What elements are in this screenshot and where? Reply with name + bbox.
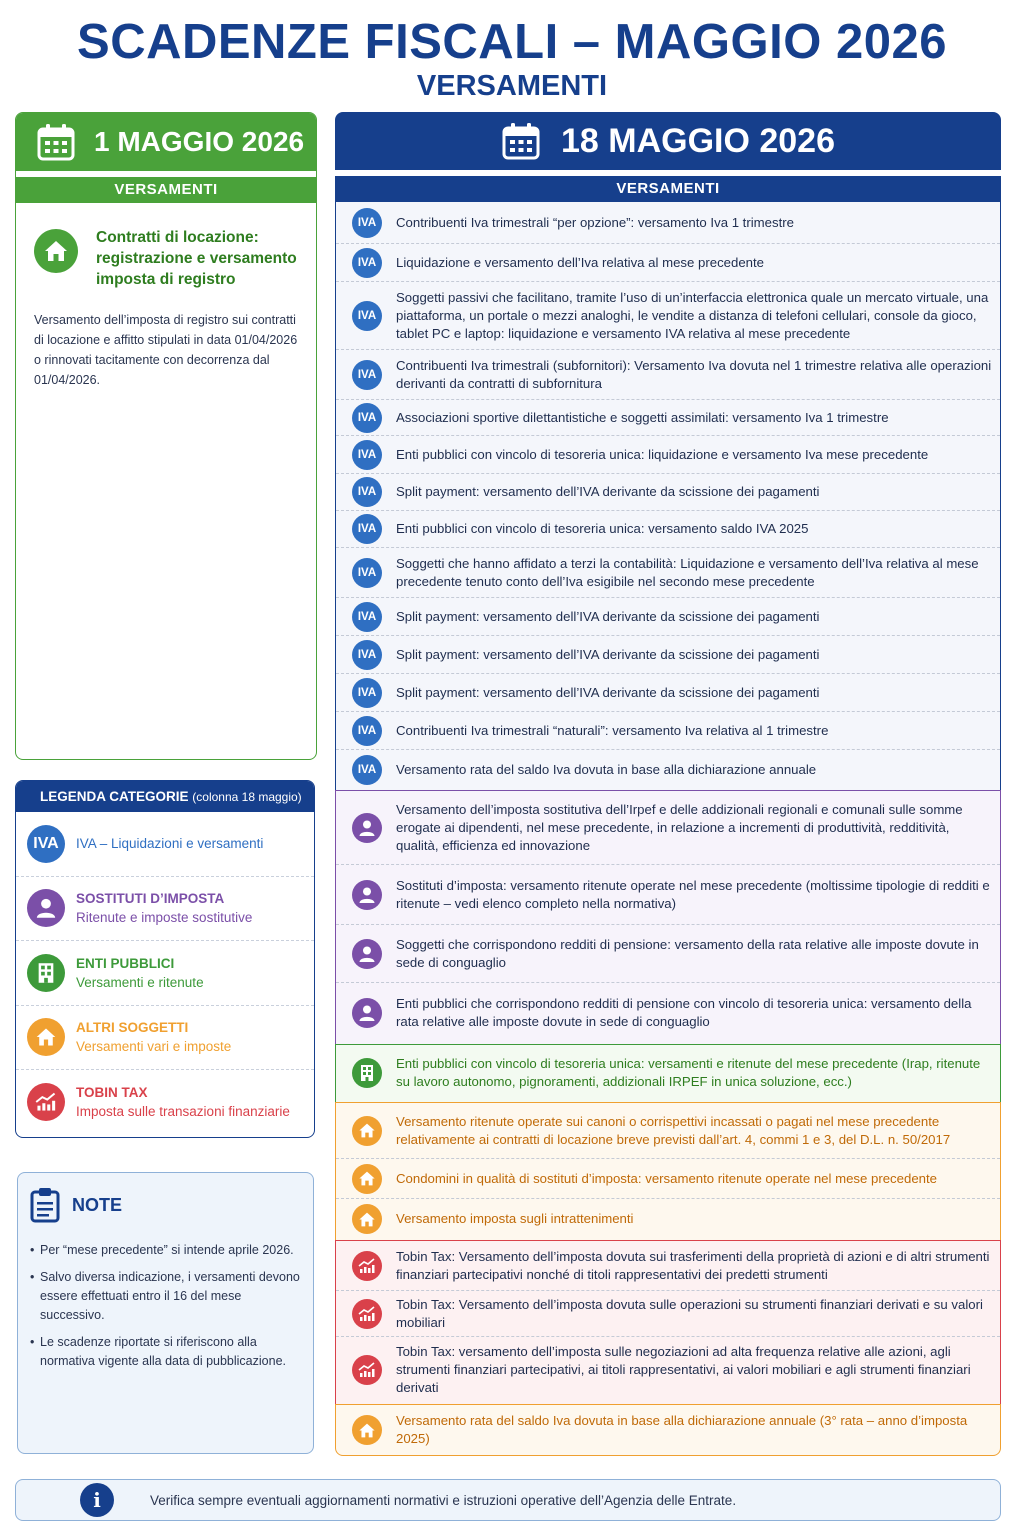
deadline-row (336, 1337, 1000, 1403)
notes-list (30, 1241, 301, 1371)
deadline-row (336, 1159, 1000, 1199)
deadline-text: Soggetti passivi che facilitano, tramite l’uso di un’interfaccia elettronica quale un mercato virtuale, una piattaforma, un portale o mezzi analoghi, le vendite a distanza di telefoni cellulari, console da gioco, tablet PC e laptop: liquidazione e versamento IVA relativa al mese precedente (396, 289, 989, 341)
house-icon (352, 1415, 382, 1445)
deadline-text: Contribuenti Iva trimestrali (subfornitori): Versamento Iva dovuta nel 1 trimestre relativa alle operazioni derivanti da contratti di subfornitura (396, 357, 992, 391)
deadline-text: Versamento imposta sugli intrattenimenti (396, 1211, 634, 1226)
iva-badge-icon: IVA (352, 514, 382, 544)
deadline-row (336, 925, 1000, 983)
deadline-text: Split payment: versamento dell’IVA derivante da scissione dei pagamenti (396, 684, 820, 700)
person-icon (27, 889, 65, 927)
legend-row (16, 812, 314, 877)
deadline-text: Versamento ritenute operate sui canoni o corrispettivi incassati o pagati nel mese precedente relativamente ai contratti di locazione breve previsti dall’art. 4, commi 1 e 3, del D.L. n. 50/2017 (396, 1113, 951, 1147)
deadline-text: Enti pubblici che corrispondono redditi di pensione con vincolo di tesoreria unica: versamento della rata relative alle imposte dovute in sede di conguaglio (396, 996, 972, 1029)
deadline-row (336, 865, 1000, 925)
house-icon (352, 1164, 382, 1194)
deadline-text: Versamento rata del saldo Iva dovuta in base alla dichiarazione annuale (396, 762, 817, 777)
may1-item (16, 203, 316, 390)
person-icon (352, 813, 382, 843)
deadline-text: Contribuenti Iva trimestrali “naturali”: versamento Iva relativa al 1 trimestre (396, 722, 829, 738)
section-altri (335, 1102, 1001, 1240)
deadline-text: Split payment: versamento dell’IVA derivante da scissione dei pagamenti (396, 646, 820, 662)
iva-badge-icon: IVA (27, 825, 65, 863)
deadline-text: Split payment: versamento dell’IVA derivante da scissione dei pagamenti (396, 484, 820, 499)
page-title: SCADENZE FISCALI – MAGGIO 2026 (77, 15, 947, 69)
house-icon (34, 229, 78, 273)
iva-badge-icon: IVA (352, 208, 382, 238)
deadline-row (336, 636, 1000, 674)
iva-badge-icon: IVA (352, 558, 382, 588)
legend-row (16, 877, 314, 942)
legend-row (16, 1070, 314, 1135)
iva-badge-icon: IVA (352, 755, 382, 785)
building-icon (27, 954, 65, 992)
deadline-text: Versamento rata del saldo Iva dovuta in base alla dichiarazione annuale (3° rata – anno d’imposta 2025) (396, 1413, 968, 1446)
info-icon: i (80, 1483, 114, 1517)
calendar-icon (36, 122, 76, 162)
deadline-text: Soggetti che hanno affidato a terzi la contabilità: Liquidazione e versamento dell’Iva relativa al mese precedente tenuto conto dell’Iva esigibile nel secondo mese precedente (396, 555, 979, 589)
iva-badge-icon: IVA (352, 248, 382, 278)
may18-date: 18 MAGGIO 2026 (560, 121, 835, 160)
iva-badge-icon: IVA (352, 403, 382, 433)
section-enti (335, 1044, 1001, 1102)
may1-header (16, 113, 316, 171)
deadline-text: Associazioni sportive dilettantistiche e soggetti assimilati: versamento Iva 1 trimestre (396, 409, 889, 425)
iva-badge-icon: IVA (352, 360, 382, 390)
house-icon (352, 1116, 382, 1146)
legend-sublabel: Ritenute e imposte sostitutive (76, 910, 253, 926)
legend-label: ENTI PUBBLICI (76, 955, 175, 971)
house-icon (352, 1204, 382, 1234)
calendar-icon (501, 121, 541, 161)
deadline-text: Sostituti d’imposta: versamento ritenute operate nel mese precedente (moltissime tipologie di redditi e ritenute – vedi elenco completo nella normativa) (396, 877, 990, 911)
iva-badge-icon: IVA (352, 301, 382, 331)
legend-row (16, 941, 314, 1006)
deadline-text: Liquidazione e versamento dell’Iva relativa al mese precedente (396, 254, 765, 270)
legend-label: TOBIN TAX (76, 1085, 148, 1101)
deadline-text: Condomini in qualità di sostituti d’imposta: versamento ritenute operate nel mese precedente (396, 1170, 937, 1186)
section-tobin (335, 1240, 1001, 1404)
deadline-row (336, 282, 1000, 350)
may1-date: 1 MAGGIO 2026 (94, 126, 305, 157)
deadline-row (336, 400, 1000, 436)
may18-header (335, 112, 1001, 170)
deadline-row (336, 712, 1000, 750)
deadline-text: Soggetti che corrispondono redditi di pensione: versamento della rata relative alle imposte dovute in sede di conguaglio (396, 936, 979, 970)
iva-badge-icon: IVA (352, 477, 382, 507)
clipboard-icon (30, 1187, 60, 1223)
section-sostituti (335, 790, 1001, 1044)
may1-section-label: VERSAMENTI (16, 177, 316, 203)
deadline-row (336, 674, 1000, 712)
deadline-text: Enti pubblici con vincolo di tesoreria unica: versamenti e ritenute del mese precedente (Irap, ritenute su lavoro autonomo, pignoramenti, addizionali IRPEF in unica soluzione, ecc.) (396, 1056, 981, 1089)
chart-icon (27, 1083, 65, 1121)
legend-sublabel: Imposta sulle transazioni finanziarie (76, 1104, 290, 1120)
building-icon (352, 1058, 382, 1088)
may1-item-description: Versamento dell’imposta di registro sui contratti di locazione e affitto stipulati in data 01/04/2026 o rinnovati tacitamente con decorrenza dal 01/04/2026. (34, 313, 298, 387)
deadline-row (336, 244, 1000, 282)
chart-icon (352, 1251, 382, 1281)
deadline-row (336, 1199, 1000, 1239)
legend-label: ALTRI SOGGETTI (76, 1020, 189, 1036)
deadline-row (336, 436, 1000, 474)
deadline-text: Split payment: versamento dell’IVA derivante da scissione dei pagamenti (396, 608, 820, 624)
deadline-text: Enti pubblici con vincolo di tesoreria unica: versamento saldo IVA 2025 (396, 521, 809, 536)
deadline-row (336, 1103, 1000, 1159)
deadline-text: Versamento dell’imposta sostitutiva dell’Irpef e delle addizionali regionali e comunali sulle somme erogate ai dipendenti, nel mese precedente, in relazione a incrementi di produttività, redditività, qualità, efficienza ed innovazione (396, 801, 963, 853)
chart-icon (352, 1299, 382, 1329)
iva-badge-icon: IVA (352, 716, 382, 746)
iva-badge-icon: IVA (352, 640, 382, 670)
legend-sublabel: Versamenti e ritenute (76, 974, 204, 990)
deadline-text: Tobin Tax: versamento dell’imposta sulle negoziazioni ad alta frequenza relative alle azioni, agli strumenti finanziari partecipativi, ai titoli rappresentativi, ai valori mobiliari e agli strumenti finanziari derivati (396, 1344, 971, 1395)
may1-item-title: Contratti di locazione: registrazione e versamento imposta di registro (96, 229, 297, 288)
person-icon (352, 939, 382, 969)
iva-badge-icon: IVA (352, 440, 382, 470)
chart-icon (352, 1355, 382, 1385)
deadline-row (336, 983, 1000, 1043)
deadline-row (336, 350, 1000, 400)
legend-panel (15, 780, 315, 1138)
deadline-text: Tobin Tax: Versamento dell’imposta dovuta sulle operazioni su strumenti finanziari derivati e su valori mobiliari (396, 1296, 983, 1330)
legend-label: IVA – Liquidazioni e versamenti (76, 836, 264, 852)
notes-title: NOTE (72, 1194, 123, 1215)
deadline-row (336, 202, 1000, 244)
may18-section-label: VERSAMENTI (335, 176, 1001, 202)
notes-panel (17, 1172, 314, 1454)
person-icon (352, 880, 382, 910)
footer-text: Verifica sempre eventuali aggiornamenti normativi e istruzioni operative dell’Agenzia delle Entrate. (150, 1492, 737, 1508)
deadline-row (336, 1045, 1000, 1101)
deadline-row (336, 548, 1000, 598)
deadline-row (336, 750, 1000, 790)
section-iva (335, 202, 1001, 790)
legend-label: SOSTITUTI D’IMPOSTA (76, 891, 225, 907)
deadline-row (336, 791, 1000, 865)
deadline-text: Contribuenti Iva trimestrali “per opzione”: versamento Iva 1 trimestre (396, 214, 794, 230)
note-item: • Le scadenze riportate si riferiscono alla normativa vigente alla data di pubblicazione. (30, 1333, 301, 1371)
may1-panel (15, 112, 317, 760)
note-item: • Per “mese precedente” si intende aprile 2026. (30, 1241, 301, 1260)
legend-row (16, 1006, 314, 1071)
deadline-row (336, 474, 1000, 511)
deadline-row (336, 598, 1000, 636)
deadline-row (336, 1405, 1000, 1455)
deadline-text: Tobin Tax: Versamento dell’imposta dovuta sui trasferimenti della proprietà di azioni e di altri strumenti finanziari partecipativi nonché di titoli rappresentativi dei predetti strumenti (396, 1248, 990, 1282)
footer-note (15, 1479, 1001, 1521)
deadline-text: Enti pubblici con vincolo di tesoreria unica: liquidazione e versamento Iva mese precedente (396, 446, 929, 462)
may18-panel (335, 112, 1001, 1460)
person-icon (352, 998, 382, 1028)
deadline-row (336, 1241, 1000, 1291)
deadline-row (336, 511, 1000, 548)
legend-title: LEGENDA CATEGORIE (colonna 18 maggio) (16, 781, 314, 812)
iva-badge-icon: IVA (352, 678, 382, 708)
page-subtitle: VERSAMENTI (416, 70, 608, 102)
section-last (335, 1404, 1001, 1456)
iva-badge-icon: IVA (352, 602, 382, 632)
house-icon (27, 1018, 65, 1056)
deadline-row (336, 1291, 1000, 1337)
note-item: • Salvo diversa indicazione, i versamenti devono essere effettuati entro il 16 del mese successivo. (30, 1268, 301, 1325)
legend-sublabel: Versamenti vari e imposte (76, 1039, 232, 1055)
